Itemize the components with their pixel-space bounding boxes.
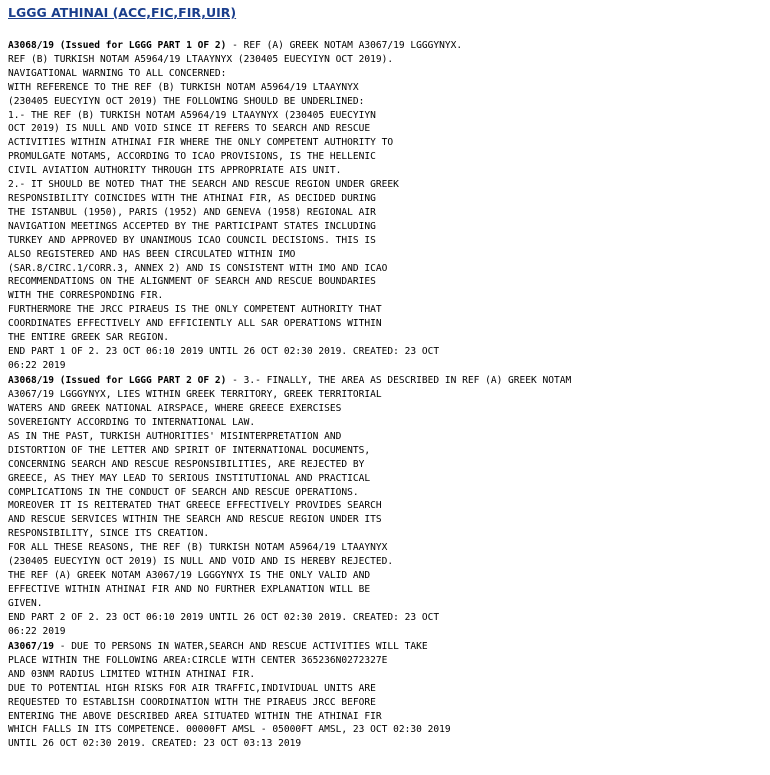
notam-page xyxy=(8,0,758,753)
notam-entry xyxy=(8,39,758,373)
notam-text: - 3.- FINALLY, THE AREA AS DESCRIBED IN REF (A) GREEK NOTAM A3067/19 LGGGYNYX, LIES WITHIN GREEK TERRITORY, GREEK TERRITORIAL WATERS AND GREEK NATIONAL AIRSPACE, WHERE GREECE EXERCISES SOVEREIGNTY ACCORDING TO INTERNATIONAL LAW. AS IN THE PAST, TURKISH AUTHORITIES' MISINTERPRETATION AND DISTORTION OF THE LETTER AND SPIRIT OF INTERNATIONAL DOCUMENTS, CONCERNING SEARCH AND RESCUE RESPONSIBILITIES, ARE REJECTED BY GREECE, AS THEY MAY LEAD TO SERIOUS INSTITUTIONAL AND PRACTICAL COMPLICATIONS IN THE CONDUCT OF SEARCH AND RESCUE OPERATIONS. MOREOVER IT IS REITERATED THAT GREECE EFFECTIVELY PROVIDES SEARCH AND RESCUE SERVICES WITHIN THE SEARCH AND RESCUE REGION UNDER ITS RESPONSIBILITY, SINCE ITS CREATION. FOR ALL THESE REASONS, THE REF (B) TURKISH NOTAM A5964/19 LTAAYNYX (230405 EUECYIYN OCT 2019) IS NULL AND VOID AND IS HEREBY REJECTED. THE REF (A) GREEK NOTAM A3067/19 LGGGYNYX IS THE ONLY VALID AND EFFECTIVE WITHIN ATHINAI FIR AND NO FURTHER EXPLANATION WILL BE GIVEN. END PART 2 OF 2. 23 OCT 06:10 2019 UNTIL 26 OCT 02:30 2019. CREATED: 23 OCT 06:22 2019 xyxy=(8,375,572,637)
notam-id: A3067/19 xyxy=(8,640,54,652)
notam-text: - REF (A) GREEK NOTAM A3067/19 LGGGYNYX. REF (B) TURKISH NOTAM A5964/19 LTAAYNYX (230405 EUECYIYN OCT 2019). NAVIGATIONAL WARNING TO ALL CONCERNED: WITH REFERENCE TO THE REF (B) TURKISH NOTAM A5964/19 LTAAYNYX (230405 EUECYIYN OCT 2019) THE FOLLOWING SHOULD BE UNDERLINED: 1.- THE REF (B) TURKISH NOTAM A5964/19 LTAAYNYX (230405 EUECYIYN OCT 2019) IS NULL AND VOID SINCE IT REFERS TO SEARCH AND RESCUE ACTIVITIES WITHIN ATHINAI FIR WHERE THE ONLY COMPETENT AUTHORITY TO PROMULGATE NOTAMS, ACCORDING TO ICAO PROVISIONS, IS THE HELLENIC CIVIL AVIATION AUTHORITY THROUGH ITS APPROPRIATE AIS UNIT. 2.- IT SHOULD BE NOTED THAT THE SEARCH AND RESCUE REGION UNDER GREEK RESPONSIBILITY COINCIDES WITH THE ATHINAI FIR, AS DECIDED DURING THE ISTANBUL (1950), PARIS (1952) AND GENEVA (1958) REGIONAL AIR NAVIGATION MEETINGS ACCEPTED BY THE PARTICIPANT STATES INCLUDING TURKEY AND APPROVED BY UNANIMOUS ICAO COUNCIL DECISIONS. THIS IS ALSO REGISTERED AND HAS BEEN CIRCULATED WITHIN IMO (SAR.8/CIRC.1/CORR.3, ANNEX 2) AND IS CONSISTENT WITH IMO AND ICAO RECOMMENDATIONS ON THE ALIGNMENT OF SEARCH AND RESCUE BOUNDARIES WITH THE CORRESPONDING FIR. FURTHERMORE THE JRCC PIRAEUS IS THE ONLY COMPETENT AUTHORITY THAT COORDINATES EFFECTIVELY AND EFFICIENTLY ALL SAR OPERATIONS WITHIN THE ENTIRE GREEK SAR REGION. END PART 1 OF 2. 23 OCT 06:10 2019 UNTIL 26 OCT 02:30 2019. CREATED: 23 OCT 06:22 2019 xyxy=(8,40,463,371)
notam-id: A3068/19 (Issued for LGGG PART 1 OF 2) xyxy=(8,40,227,51)
notam-text: - DUE TO PERSONS IN WATER,SEARCH AND RESCUE ACTIVITIES WILL TAKE PLACE WITHIN THE FOLLOWING AREA:CIRCLE WITH CENTER 365236N0272327E AND 03NM RADIUS LIMITED WITHIN ATHINAI FIR. DUE TO POTENTIAL HIGH RISKS FOR AIR TRAFFIC,INDIVIDUAL UNITS ARE REQUESTED TO ESTABLISH COORDINATION WITH THE PIRAEUS JRCC BEFORE ENTERING THE ABOVE DESCRIBED AREA SITUATED WITHIN THE ATHINAI FIR WHICH FALLS IN ITS COMPETENCE. 00000FT AMSL - 05000FT AMSL, 23 OCT 02:30 2019 UNTIL 26 OCT 02:30 2019. CREATED: 23 OCT 03:13 2019 xyxy=(8,640,451,750)
fir-header-link[interactable]: LGGG ATHINAI (ACC,FIC,FIR,UIR) xyxy=(8,5,237,20)
notam-id: A3068/19 (Issued for LGGG PART 2 OF 2) xyxy=(8,375,227,387)
notam-list xyxy=(8,39,758,751)
notam-entry xyxy=(8,374,758,638)
notam-entry xyxy=(8,640,758,751)
